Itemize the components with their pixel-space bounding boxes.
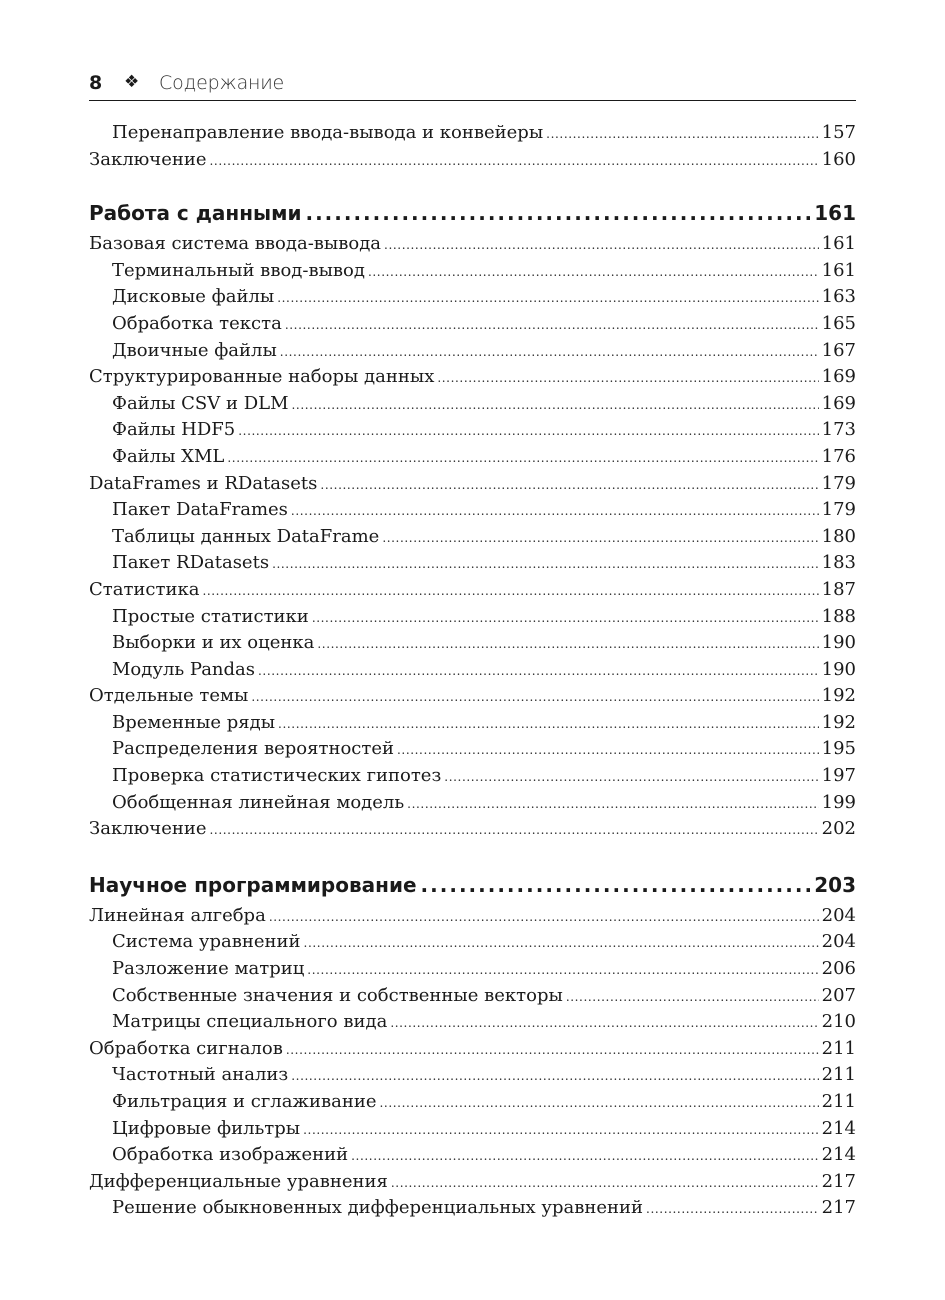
toc-entry-page: 214 bbox=[821, 1144, 856, 1166]
dot-leader bbox=[566, 990, 819, 1004]
toc-entry-page: 202 bbox=[821, 818, 856, 840]
toc-entry-title: Распределения вероятностей bbox=[112, 738, 394, 760]
toc-entry[interactable] bbox=[89, 366, 856, 393]
toc-entry[interactable] bbox=[89, 340, 856, 367]
chapter-entries bbox=[89, 905, 856, 1224]
dot-leader bbox=[292, 398, 819, 412]
page-number: 8 bbox=[89, 72, 103, 94]
toc-entry-title: Файлы XML bbox=[112, 445, 225, 467]
dot-leader bbox=[368, 265, 819, 279]
toc-entry-page: 192 bbox=[821, 685, 856, 707]
toc-entry-page: 167 bbox=[821, 339, 856, 361]
toc-entry[interactable] bbox=[89, 1011, 856, 1038]
toc-entry-title: Перенаправление ввода-вывода и конвейеры bbox=[112, 122, 544, 143]
dot-leader bbox=[397, 743, 819, 757]
dot-leader bbox=[407, 797, 818, 811]
toc-entry-page: 169 bbox=[821, 366, 856, 388]
chapter-heading[interactable] bbox=[89, 873, 856, 905]
toc-entry-page: 157 bbox=[821, 122, 856, 143]
chapter-page: 203 bbox=[814, 872, 856, 897]
toc-entry-page: 183 bbox=[821, 552, 856, 574]
dot-leader bbox=[391, 1176, 819, 1190]
toc-entry-page: 195 bbox=[821, 738, 856, 760]
toc-entry[interactable] bbox=[89, 985, 856, 1012]
table-of-contents bbox=[89, 122, 856, 1224]
toc-entry-title: Проверка статистических гипотез bbox=[112, 765, 442, 787]
toc-entry-page: 204 bbox=[821, 904, 856, 926]
toc-entry-page: 179 bbox=[821, 472, 856, 494]
toc-entry-title: Файлы HDF5 bbox=[112, 419, 236, 441]
toc-entry[interactable] bbox=[89, 446, 856, 473]
toc-entry-page: 187 bbox=[821, 578, 856, 600]
toc-entry-title: Решение обыкновенных дифференциальных уравнений bbox=[112, 1197, 644, 1219]
toc-entry-page: 180 bbox=[821, 525, 856, 547]
toc-entry-page: 169 bbox=[821, 392, 856, 414]
toc-entry-title: DataFrames и RDatasets bbox=[89, 472, 318, 494]
toc-entry-page: 211 bbox=[821, 1037, 856, 1059]
toc-entry-title: Выборки и их оценка bbox=[112, 632, 315, 654]
chapter-entries bbox=[89, 233, 856, 845]
dot-leader bbox=[227, 451, 818, 465]
toc-entry[interactable] bbox=[89, 905, 856, 932]
toc-entry-page: 207 bbox=[821, 984, 856, 1006]
toc-entry[interactable] bbox=[89, 792, 856, 819]
header-title: Содержание bbox=[159, 72, 285, 94]
toc-entry-title: Простые статистики bbox=[112, 605, 309, 627]
toc-entry[interactable] bbox=[89, 1038, 856, 1065]
dot-leader bbox=[444, 770, 818, 784]
dot-leader bbox=[202, 584, 818, 598]
toc-entry-title: Дисковые файлы bbox=[112, 286, 275, 308]
ornament-icon: ❖ bbox=[124, 72, 140, 92]
toc-entry[interactable] bbox=[89, 1118, 856, 1145]
toc-entry[interactable] bbox=[89, 1064, 856, 1091]
toc-entry[interactable] bbox=[89, 419, 856, 446]
toc-entry[interactable] bbox=[89, 765, 856, 792]
chapter-page: 161 bbox=[814, 201, 856, 226]
toc-entry-title: Заключение bbox=[89, 148, 207, 170]
toc-entry[interactable] bbox=[89, 286, 856, 313]
dot-leader bbox=[305, 201, 810, 225]
toc-entry[interactable] bbox=[89, 738, 856, 765]
toc-entry-page: 210 bbox=[821, 1011, 856, 1033]
toc-entry-page: 165 bbox=[821, 312, 856, 334]
dot-leader bbox=[258, 664, 819, 678]
toc-entry[interactable] bbox=[89, 606, 856, 633]
toc-entry-title: Временные ряды bbox=[112, 711, 276, 733]
toc-entry[interactable] bbox=[89, 931, 856, 958]
toc-entry-page: 211 bbox=[821, 1091, 856, 1112]
toc-entry[interactable] bbox=[89, 526, 856, 553]
chapter-heading[interactable] bbox=[89, 201, 856, 233]
toc-entry-title: Цифровые фильтры bbox=[112, 1117, 301, 1139]
toc-entry-page: 192 bbox=[821, 711, 856, 733]
toc-entry-page: 214 bbox=[821, 1117, 856, 1139]
toc-entry[interactable] bbox=[89, 149, 856, 176]
toc-entry-page: 188 bbox=[821, 605, 856, 627]
toc-entry-page: 217 bbox=[821, 1170, 856, 1192]
toc-entry[interactable] bbox=[89, 1091, 856, 1118]
toc-entry[interactable] bbox=[89, 260, 856, 287]
toc-entry-title: Двоичные файлы bbox=[112, 339, 277, 361]
toc-entry[interactable] bbox=[89, 313, 856, 340]
dot-leader bbox=[307, 963, 818, 977]
toc-entry-title: Статистика bbox=[89, 578, 200, 600]
toc-entry-title: Пакет RDatasets bbox=[112, 552, 270, 574]
toc-entry[interactable] bbox=[89, 958, 856, 985]
toc-entry-title: Заключение bbox=[89, 818, 207, 840]
toc-entry-title: Обработка текста bbox=[112, 312, 282, 334]
toc-entry-page: 176 bbox=[821, 445, 856, 467]
dot-leader bbox=[280, 345, 819, 359]
dot-leader bbox=[380, 1096, 819, 1110]
toc-entry-page: 197 bbox=[821, 765, 856, 787]
toc-entry-title: Система уравнений bbox=[112, 931, 301, 953]
toc-entry-title: Отдельные темы bbox=[89, 685, 249, 707]
toc-entry[interactable] bbox=[89, 233, 856, 260]
toc-entry-page: 173 bbox=[821, 419, 856, 441]
dot-leader bbox=[269, 910, 819, 924]
toc-entry-title: Модуль Pandas bbox=[112, 658, 256, 680]
dot-leader bbox=[272, 557, 819, 571]
toc-entry[interactable] bbox=[89, 1197, 856, 1224]
toc-entry[interactable] bbox=[89, 818, 856, 845]
toc-entry[interactable] bbox=[89, 579, 856, 606]
toc-entry-page: 206 bbox=[821, 958, 856, 980]
toc-entry[interactable] bbox=[89, 499, 856, 526]
running-header bbox=[89, 70, 856, 101]
toc-entry-title: Пакет DataFrames bbox=[112, 499, 288, 521]
dot-leader bbox=[437, 371, 818, 385]
toc-entry[interactable] bbox=[89, 685, 856, 712]
toc-entry-title: Собственные значения и собственные векторы bbox=[112, 984, 563, 1006]
toc-entry-page: 161 bbox=[821, 233, 856, 255]
toc-entry[interactable] bbox=[89, 122, 856, 149]
toc-entry-page: 190 bbox=[821, 658, 856, 680]
toc-entry-page: 204 bbox=[821, 931, 856, 953]
toc-entry-page: 179 bbox=[821, 499, 856, 521]
toc-entry-title: Базовая система ввода-вывода bbox=[89, 233, 382, 255]
toc-entry-title: Дифференциальные уравнения bbox=[89, 1170, 388, 1192]
dot-leader bbox=[646, 1202, 819, 1216]
toc-entry-title: Матрицы специального вида bbox=[112, 1011, 388, 1033]
toc-entry[interactable] bbox=[89, 552, 856, 579]
toc-entry-page: 163 bbox=[821, 286, 856, 308]
dot-leader bbox=[210, 823, 819, 837]
dot-leader bbox=[421, 873, 811, 897]
toc-entry[interactable] bbox=[89, 659, 856, 686]
toc-entry-page: 161 bbox=[821, 259, 856, 281]
toc-entry-title: Терминальный ввод-вывод bbox=[112, 259, 365, 281]
dot-leader bbox=[286, 1043, 819, 1057]
toc-entry-page: 217 bbox=[821, 1197, 856, 1219]
toc-entry-title: Обработка изображений bbox=[112, 1144, 349, 1166]
toc-entry-page: 190 bbox=[821, 632, 856, 654]
dot-leader bbox=[277, 291, 818, 305]
toc-entry-title: Таблицы данных DataFrame bbox=[112, 525, 380, 547]
toc-entry-page: 160 bbox=[821, 148, 856, 170]
toc-entry-title: Разложение матриц bbox=[112, 958, 305, 980]
dot-leader bbox=[304, 936, 819, 950]
toc-entry[interactable] bbox=[89, 712, 856, 739]
dot-leader bbox=[251, 690, 818, 704]
toc-entry-title: Частотный анализ bbox=[112, 1064, 289, 1086]
dot-leader bbox=[210, 154, 819, 168]
chapter-title: Научное программирование bbox=[89, 872, 417, 897]
dot-leader bbox=[278, 717, 819, 731]
dot-leader bbox=[285, 318, 819, 332]
toc-entry-title: Обобщенная линейная модель bbox=[112, 791, 405, 813]
dot-leader bbox=[291, 504, 819, 518]
dot-leader bbox=[238, 424, 818, 438]
toc-entry-title: Линейная алгебра bbox=[89, 904, 266, 926]
toc-entry[interactable] bbox=[89, 393, 856, 420]
toc-entry-page: 211 bbox=[821, 1064, 856, 1086]
toc-entry[interactable] bbox=[89, 1144, 856, 1171]
dot-leader bbox=[320, 478, 818, 492]
toc-entry-page: 199 bbox=[821, 791, 856, 813]
dot-leader bbox=[546, 127, 818, 141]
toc-entry[interactable] bbox=[89, 473, 856, 500]
dot-leader bbox=[390, 1016, 818, 1030]
toc-entry-title: Фильтрация и сглаживание bbox=[112, 1091, 377, 1112]
dot-leader bbox=[303, 1123, 819, 1137]
dot-leader bbox=[312, 611, 819, 625]
chapter-title: Работа с данными bbox=[89, 201, 302, 226]
toc-entry-title: Файлы CSV и DLM bbox=[112, 392, 289, 414]
dot-leader bbox=[384, 238, 819, 252]
toc-entry[interactable] bbox=[89, 1171, 856, 1198]
toc-section-top bbox=[89, 122, 856, 175]
dot-leader bbox=[291, 1069, 818, 1083]
dot-leader bbox=[382, 531, 818, 545]
dot-leader bbox=[317, 637, 818, 651]
toc-entry-title: Обработка сигналов bbox=[89, 1037, 283, 1059]
toc-entry[interactable] bbox=[89, 632, 856, 659]
dot-leader bbox=[351, 1149, 819, 1163]
toc-entry-title: Структурированные наборы данных bbox=[89, 366, 435, 388]
